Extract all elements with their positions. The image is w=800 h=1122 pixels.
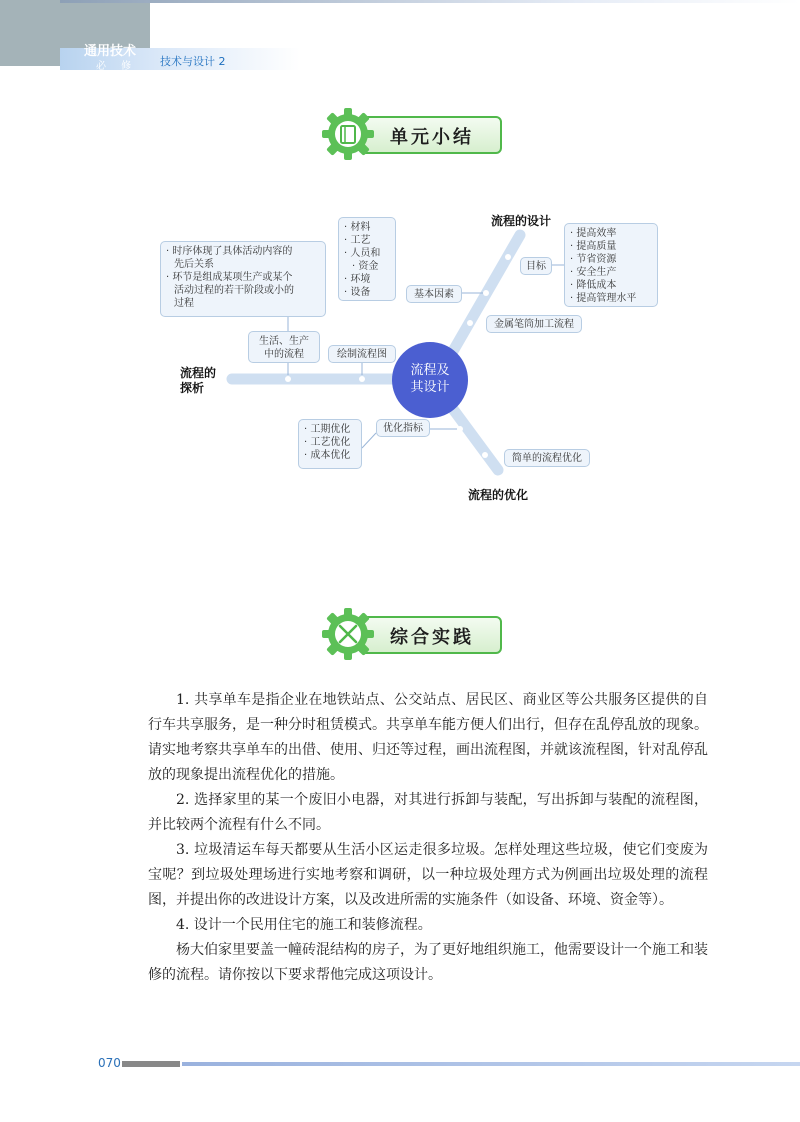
simple-opt-box: 简单的流程优化: [504, 449, 590, 467]
footer-bar: [182, 1062, 800, 1066]
summary-tab: [358, 116, 502, 154]
problem-1: 1. 共享单车是指企业在地铁站点、公交站点、居民区、商业区等公共服务区提供的自行车共享服务，是一种分时租赁模式。共享单车能方便人们出行，但存在乱停乱放的现象。请实地考察共享单车的出借、使用、归还等过程，画出流程图，并就该流程图，针对乱停乱放的现象提出流程优化的措施。: [148, 692, 708, 783]
problem-3: 3. 垃圾清运车每天都要从生活小区运走很多垃圾。怎样处理这些垃圾，使它们变废为宝呢？到垃圾处理场进行实地考察和调研，以一种垃圾处理方式为例画出垃圾处理的流程图，并提出你的改进设计方案，以及改进所需的实施条件（如设备、环境、资金等）。: [148, 842, 708, 908]
life-process-box: 生活、生产 中的流程: [248, 331, 320, 363]
header-top-line: [60, 0, 800, 3]
pen-process-box: 金属笔筒加工流程: [486, 315, 582, 333]
page-number: 070: [98, 1056, 121, 1070]
branch-design-label: 流程的设计: [491, 214, 552, 228]
summary-banner: [320, 104, 500, 166]
practice-title: 综合实践: [390, 627, 474, 648]
goals-box: · 提高效率 · 提高质量 · 节省资源 · 安全生产 · 降低成本 · 提高管理水平: [564, 223, 658, 307]
branch-explore-label: 流程的 探析: [180, 366, 217, 395]
problem-4-desc: 杨大伯家里要盖一幢砖混结构的房子，为了更好地组织施工，他需要设计一个施工和装修的流程。请你按以下要求帮他完成这项设计。: [148, 942, 708, 983]
branch-optimize-label: 流程的优化: [468, 488, 529, 502]
opt-items-box: · 工期优化 · 工艺优化 · 成本优化: [298, 419, 362, 469]
center-topic: 流程及 其设计: [410, 363, 450, 395]
problem-4: 4. 设计一个民用住宅的施工和装修流程。: [176, 917, 432, 933]
footer-dark-bar: [122, 1061, 180, 1067]
series-title: 通用技术: [84, 44, 137, 59]
book-title: 技术与设计 2: [160, 55, 226, 68]
factors-box: · 材料 · 工艺 · 人员和 · 资金 · 环境 · 设备: [338, 217, 396, 301]
opt-index-box: 优化指标: [376, 419, 430, 437]
goal-box: 目标: [520, 257, 552, 275]
basic-factors-box: 基本因素: [406, 285, 462, 303]
practice-banner: [320, 604, 500, 666]
draw-flowchart-box: 绘制流程图: [328, 345, 396, 363]
gear-tools-icon: [320, 606, 376, 662]
practice-tab: [358, 616, 502, 654]
gear-book-icon: [320, 106, 376, 162]
compulsory-label: 必 修: [96, 61, 138, 72]
problem-2: 2. 选择家里的某一个废旧小电器，对其进行拆卸与装配，写出拆卸与装配的流程图，并比较两个流程有什么不同。: [148, 792, 708, 833]
summary-title: 单元小结: [390, 127, 474, 148]
summary-mindmap: [140, 205, 660, 515]
practice-problems: [148, 688, 708, 988]
explore-notes-box: · 时序体现了具体活动内容的 先后关系 · 环节是组成某项生产或某个 活动过程的若干阶段或小的 过程: [160, 241, 326, 317]
